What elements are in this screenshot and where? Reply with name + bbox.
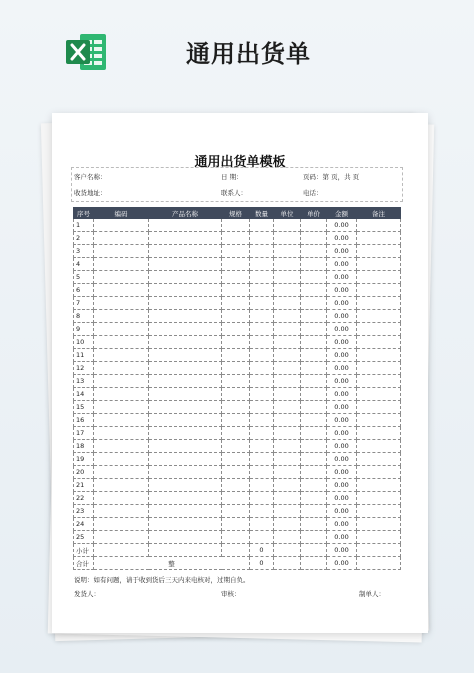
table-row xyxy=(74,479,401,492)
row-number: 16 xyxy=(74,414,94,427)
table-cell[interactable] xyxy=(274,466,301,479)
table-cell[interactable] xyxy=(222,310,250,323)
table-cell[interactable] xyxy=(301,219,327,232)
row-number: 20 xyxy=(74,466,94,479)
table-cell[interactable] xyxy=(222,531,250,544)
table-cell[interactable] xyxy=(94,284,149,297)
column-header: 备注 xyxy=(357,208,401,219)
table-cell[interactable] xyxy=(250,427,274,440)
contact-label: 联系人： xyxy=(221,189,247,197)
table-cell[interactable] xyxy=(149,284,222,297)
table-cell[interactable] xyxy=(274,531,301,544)
table-cell[interactable] xyxy=(357,518,401,531)
table-cell[interactable] xyxy=(149,505,222,518)
table-cell[interactable] xyxy=(94,310,149,323)
table-cell[interactable] xyxy=(301,414,327,427)
table-cell[interactable] xyxy=(94,492,149,505)
table-cell[interactable] xyxy=(94,479,149,492)
row-number: 4 xyxy=(74,258,94,271)
table-cell[interactable] xyxy=(357,336,401,349)
total-label: 合计 xyxy=(74,557,94,570)
column-header: 数量 xyxy=(250,208,274,219)
table-cell[interactable] xyxy=(250,232,274,245)
table-cell[interactable] xyxy=(357,388,401,401)
table-cell[interactable] xyxy=(94,219,149,232)
table-cell[interactable] xyxy=(301,388,327,401)
table-cell[interactable] xyxy=(94,414,149,427)
table-cell[interactable] xyxy=(250,362,274,375)
table-cell[interactable] xyxy=(222,427,250,440)
table-cell[interactable] xyxy=(274,349,301,362)
table-row xyxy=(74,349,401,362)
table-cell[interactable] xyxy=(357,466,401,479)
table-row xyxy=(74,414,401,427)
table-cell[interactable] xyxy=(250,349,274,362)
table-row xyxy=(74,284,401,297)
table-row xyxy=(74,310,401,323)
table-cell[interactable] xyxy=(274,440,301,453)
row-amount[interactable]: 0.00 xyxy=(327,336,357,349)
table-cell[interactable] xyxy=(250,388,274,401)
row-number: 14 xyxy=(74,388,94,401)
table-cell[interactable] xyxy=(274,388,301,401)
row-amount[interactable]: 0.00 xyxy=(327,232,357,245)
table-cell[interactable] xyxy=(149,232,222,245)
table-cell[interactable] xyxy=(274,544,301,557)
row-number: 13 xyxy=(74,375,94,388)
table-cell[interactable] xyxy=(357,349,401,362)
table-cell[interactable] xyxy=(274,401,301,414)
row-number: 3 xyxy=(74,245,94,258)
table-cell[interactable] xyxy=(250,479,274,492)
table-cell[interactable] xyxy=(357,544,401,557)
table-cell[interactable] xyxy=(222,544,250,557)
table-cell[interactable] xyxy=(94,258,149,271)
table-cell[interactable] xyxy=(301,401,327,414)
row-number: 6 xyxy=(74,284,94,297)
table-cell[interactable] xyxy=(94,401,149,414)
row-number: 21 xyxy=(74,479,94,492)
table-cell[interactable] xyxy=(301,310,327,323)
total-qty[interactable]: 0 xyxy=(250,557,274,570)
row-amount[interactable]: 0.00 xyxy=(327,284,357,297)
table-cell[interactable] xyxy=(274,518,301,531)
page-label: 页码：第 页，共 页 xyxy=(303,173,360,181)
table-cell[interactable] xyxy=(222,284,250,297)
row-number: 9 xyxy=(74,323,94,336)
row-number: 25 xyxy=(74,531,94,544)
table-row xyxy=(74,323,401,336)
row-number: 10 xyxy=(74,336,94,349)
total-text[interactable]: 整 xyxy=(94,557,250,570)
row-amount[interactable]: 0.00 xyxy=(327,349,357,362)
table-cell[interactable] xyxy=(357,427,401,440)
table-cell[interactable] xyxy=(250,284,274,297)
row-number: 22 xyxy=(74,492,94,505)
shipper-label: 发货人： xyxy=(74,590,100,598)
table-cell[interactable] xyxy=(357,232,401,245)
row-amount[interactable]: 0.00 xyxy=(327,466,357,479)
table-row xyxy=(74,271,401,284)
table-cell[interactable] xyxy=(149,479,222,492)
row-amount[interactable]: 0.00 xyxy=(327,518,357,531)
table-row xyxy=(74,219,401,232)
table-cell[interactable] xyxy=(149,453,222,466)
table-cell[interactable] xyxy=(222,518,250,531)
table-cell[interactable] xyxy=(250,466,274,479)
row-amount[interactable]: 0.00 xyxy=(327,219,357,232)
table-cell[interactable] xyxy=(149,544,222,557)
table-cell[interactable] xyxy=(301,375,327,388)
table-cell[interactable] xyxy=(94,388,149,401)
table-cell[interactable] xyxy=(149,440,222,453)
row-number: 19 xyxy=(74,453,94,466)
table-cell[interactable] xyxy=(222,479,250,492)
table-cell[interactable] xyxy=(301,427,327,440)
sheet-title: 通用出货单模板 xyxy=(194,155,286,170)
table-cell[interactable] xyxy=(222,232,250,245)
table-cell[interactable] xyxy=(301,284,327,297)
table-cell[interactable] xyxy=(250,505,274,518)
subtotal-amount[interactable]: 0.00 xyxy=(327,544,357,557)
table-cell[interactable] xyxy=(94,362,149,375)
table-cell[interactable] xyxy=(301,362,327,375)
table-cell[interactable] xyxy=(149,466,222,479)
table-cell[interactable] xyxy=(274,232,301,245)
table-cell[interactable] xyxy=(357,245,401,258)
table-cell[interactable] xyxy=(357,310,401,323)
table-cell[interactable] xyxy=(357,401,401,414)
row-number: 2 xyxy=(74,232,94,245)
table-cell[interactable] xyxy=(94,245,149,258)
table-cell[interactable] xyxy=(222,258,250,271)
table-cell[interactable] xyxy=(274,557,301,570)
table-cell[interactable] xyxy=(250,453,274,466)
table-cell[interactable] xyxy=(301,557,327,570)
reviewer-label: 审核： xyxy=(221,590,241,598)
table-row xyxy=(74,297,401,310)
row-amount[interactable]: 0.00 xyxy=(327,258,357,271)
row-amount[interactable]: 0.00 xyxy=(327,245,357,258)
table-row xyxy=(74,453,401,466)
table-cell[interactable] xyxy=(149,310,222,323)
table-cell[interactable] xyxy=(222,323,250,336)
row-number: 12 xyxy=(74,362,94,375)
table-cell[interactable] xyxy=(250,440,274,453)
row-amount[interactable]: 0.00 xyxy=(327,492,357,505)
table-cell[interactable] xyxy=(222,245,250,258)
customer-label: 客户名称： xyxy=(74,173,107,181)
table-cell[interactable] xyxy=(250,414,274,427)
table-cell[interactable] xyxy=(222,362,250,375)
table-row xyxy=(74,258,401,271)
table-row xyxy=(74,466,401,479)
table-cell[interactable] xyxy=(250,219,274,232)
maker-label: 制单人： xyxy=(359,590,385,598)
table-cell[interactable] xyxy=(274,336,301,349)
row-number: 24 xyxy=(74,518,94,531)
table-cell[interactable] xyxy=(301,479,327,492)
excel-icon xyxy=(64,32,108,72)
table-cell[interactable] xyxy=(149,492,222,505)
table-cell[interactable] xyxy=(301,245,327,258)
total-row xyxy=(74,557,401,570)
table-cell[interactable] xyxy=(301,297,327,310)
row-amount[interactable]: 0.00 xyxy=(327,323,357,336)
table-cell[interactable] xyxy=(274,258,301,271)
table-cell[interactable] xyxy=(274,505,301,518)
row-number: 5 xyxy=(74,271,94,284)
table-cell[interactable] xyxy=(301,349,327,362)
table-cell[interactable] xyxy=(149,518,222,531)
table-cell[interactable] xyxy=(149,271,222,284)
header xyxy=(0,0,474,100)
table-cell[interactable] xyxy=(149,414,222,427)
table-cell[interactable] xyxy=(250,245,274,258)
row-amount[interactable]: 0.00 xyxy=(327,531,357,544)
table-cell[interactable] xyxy=(250,310,274,323)
table-row xyxy=(74,531,401,544)
table-cell[interactable] xyxy=(94,453,149,466)
total-amount[interactable]: 0.00 xyxy=(327,557,357,570)
table-row xyxy=(74,440,401,453)
table-cell[interactable] xyxy=(222,440,250,453)
table-cell[interactable] xyxy=(94,297,149,310)
column-header: 产品名称 xyxy=(149,208,222,219)
table-cell[interactable] xyxy=(274,219,301,232)
row-amount[interactable]: 0.00 xyxy=(327,401,357,414)
page-title: 通用出货单 xyxy=(186,40,311,68)
table-cell[interactable] xyxy=(94,466,149,479)
table-cell[interactable] xyxy=(301,323,327,336)
table-row xyxy=(74,492,401,505)
row-amount[interactable]: 0.00 xyxy=(327,414,357,427)
table-cell[interactable] xyxy=(301,518,327,531)
table-cell[interactable] xyxy=(250,323,274,336)
table-cell[interactable] xyxy=(301,531,327,544)
row-amount[interactable]: 0.00 xyxy=(327,388,357,401)
table-cell[interactable] xyxy=(222,297,250,310)
table-cell[interactable] xyxy=(274,453,301,466)
table-cell[interactable] xyxy=(301,453,327,466)
table-cell[interactable] xyxy=(94,544,149,557)
table-cell[interactable] xyxy=(94,518,149,531)
table-row xyxy=(74,362,401,375)
row-amount[interactable]: 0.00 xyxy=(327,427,357,440)
table-cell[interactable] xyxy=(222,492,250,505)
column-header: 序号 xyxy=(74,208,94,219)
table-row xyxy=(74,401,401,414)
table-cell[interactable] xyxy=(149,427,222,440)
table-cell[interactable] xyxy=(94,336,149,349)
table-row xyxy=(74,427,401,440)
table-cell[interactable] xyxy=(94,427,149,440)
table-cell[interactable] xyxy=(274,414,301,427)
table-cell[interactable] xyxy=(94,531,149,544)
table-cell[interactable] xyxy=(250,375,274,388)
row-amount[interactable]: 0.00 xyxy=(327,505,357,518)
table-cell[interactable] xyxy=(357,531,401,544)
table-cell[interactable] xyxy=(149,336,222,349)
row-amount[interactable]: 0.00 xyxy=(327,440,357,453)
row-number: 17 xyxy=(74,427,94,440)
table-cell[interactable] xyxy=(94,505,149,518)
row-amount[interactable]: 0.00 xyxy=(327,362,357,375)
table-cell[interactable] xyxy=(357,323,401,336)
table-cell[interactable] xyxy=(222,375,250,388)
table-cell[interactable] xyxy=(94,232,149,245)
table-header-row xyxy=(74,208,401,219)
table-cell[interactable] xyxy=(301,258,327,271)
table-cell[interactable] xyxy=(274,271,301,284)
table-cell[interactable] xyxy=(250,258,274,271)
table-cell[interactable] xyxy=(301,232,327,245)
table-cell[interactable] xyxy=(222,388,250,401)
row-number: 1 xyxy=(74,219,94,232)
note-text: 说明：如有问题，请于收到货后三天内来电核对，过期自负。 xyxy=(74,576,250,584)
subtotal-qty[interactable]: 0 xyxy=(250,544,274,557)
subtotal-label: 小计 xyxy=(74,544,94,557)
table-cell[interactable] xyxy=(301,271,327,284)
row-amount[interactable]: 0.00 xyxy=(327,453,357,466)
table-cell[interactable] xyxy=(94,323,149,336)
table-cell[interactable] xyxy=(94,440,149,453)
row-number: 18 xyxy=(74,440,94,453)
table-cell[interactable] xyxy=(357,453,401,466)
table-cell[interactable] xyxy=(274,375,301,388)
table-cell[interactable] xyxy=(222,336,250,349)
table-cell[interactable] xyxy=(357,375,401,388)
table-cell[interactable] xyxy=(301,336,327,349)
table-cell[interactable] xyxy=(222,453,250,466)
table-cell[interactable] xyxy=(149,258,222,271)
table-cell[interactable] xyxy=(222,401,250,414)
table-cell[interactable] xyxy=(357,492,401,505)
table-row xyxy=(74,336,401,349)
table-cell[interactable] xyxy=(250,531,274,544)
table-cell[interactable] xyxy=(94,271,149,284)
table-cell[interactable] xyxy=(250,492,274,505)
table-cell[interactable] xyxy=(357,440,401,453)
date-label: 日 期： xyxy=(221,173,243,181)
column-header: 单位 xyxy=(274,208,301,219)
table-cell[interactable] xyxy=(357,362,401,375)
table-cell[interactable] xyxy=(149,245,222,258)
table-cell[interactable] xyxy=(301,544,327,557)
table-cell[interactable] xyxy=(149,219,222,232)
row-amount[interactable]: 0.00 xyxy=(327,310,357,323)
table-cell[interactable] xyxy=(274,284,301,297)
column-header: 规格 xyxy=(222,208,250,219)
table-cell[interactable] xyxy=(149,297,222,310)
table-cell[interactable] xyxy=(222,271,250,284)
column-header: 单价 xyxy=(301,208,327,219)
row-amount[interactable]: 0.00 xyxy=(327,479,357,492)
address-label: 收货地址： xyxy=(74,189,107,197)
table-cell[interactable] xyxy=(94,349,149,362)
table-row xyxy=(74,518,401,531)
table-cell[interactable] xyxy=(149,388,222,401)
table-row xyxy=(74,388,401,401)
table-cell[interactable] xyxy=(94,375,149,388)
table-row xyxy=(74,245,401,258)
table-cell[interactable] xyxy=(274,297,301,310)
shipment-table xyxy=(73,207,401,570)
table-cell[interactable] xyxy=(357,271,401,284)
table-cell[interactable] xyxy=(301,492,327,505)
row-number: 8 xyxy=(74,310,94,323)
table-cell[interactable] xyxy=(357,505,401,518)
table-cell[interactable] xyxy=(250,271,274,284)
table-cell[interactable] xyxy=(274,310,301,323)
subtotal-row xyxy=(74,544,401,557)
row-amount[interactable]: 0.00 xyxy=(327,297,357,310)
table-cell[interactable] xyxy=(250,518,274,531)
column-header: 金额 xyxy=(327,208,357,219)
table-cell[interactable] xyxy=(357,479,401,492)
table-cell[interactable] xyxy=(222,219,250,232)
table-cell[interactable] xyxy=(149,375,222,388)
table-cell[interactable] xyxy=(301,440,327,453)
row-number: 7 xyxy=(74,297,94,310)
table-cell[interactable] xyxy=(274,362,301,375)
row-amount[interactable]: 0.00 xyxy=(327,375,357,388)
row-number: 15 xyxy=(74,401,94,414)
table-cell[interactable] xyxy=(357,557,401,570)
table-cell[interactable] xyxy=(357,258,401,271)
row-number: 23 xyxy=(74,505,94,518)
table-cell[interactable] xyxy=(250,336,274,349)
table-row xyxy=(74,232,401,245)
table-cell[interactable] xyxy=(357,414,401,427)
table-cell[interactable] xyxy=(149,349,222,362)
table-cell[interactable] xyxy=(222,505,250,518)
table-cell[interactable] xyxy=(274,323,301,336)
table-cell[interactable] xyxy=(149,531,222,544)
table-cell[interactable] xyxy=(149,401,222,414)
table-cell[interactable] xyxy=(250,401,274,414)
column-header: 编码 xyxy=(94,208,149,219)
table-cell[interactable] xyxy=(357,284,401,297)
table-cell[interactable] xyxy=(149,323,222,336)
phone-label: 电话： xyxy=(303,189,323,197)
table-cell[interactable] xyxy=(250,297,274,310)
table-cell[interactable] xyxy=(301,466,327,479)
row-amount[interactable]: 0.00 xyxy=(327,271,357,284)
row-number: 11 xyxy=(74,349,94,362)
table-row xyxy=(74,375,401,388)
table-cell[interactable] xyxy=(222,414,250,427)
table-cell[interactable] xyxy=(222,466,250,479)
table-cell[interactable] xyxy=(357,219,401,232)
table-cell[interactable] xyxy=(274,427,301,440)
table-row xyxy=(74,505,401,518)
table-cell[interactable] xyxy=(274,245,301,258)
table-cell[interactable] xyxy=(274,492,301,505)
table-cell[interactable] xyxy=(357,297,401,310)
table-cell[interactable] xyxy=(149,362,222,375)
table-cell[interactable] xyxy=(274,479,301,492)
document-sheet xyxy=(52,113,428,633)
table-cell[interactable] xyxy=(222,349,250,362)
table-cell[interactable] xyxy=(301,505,327,518)
